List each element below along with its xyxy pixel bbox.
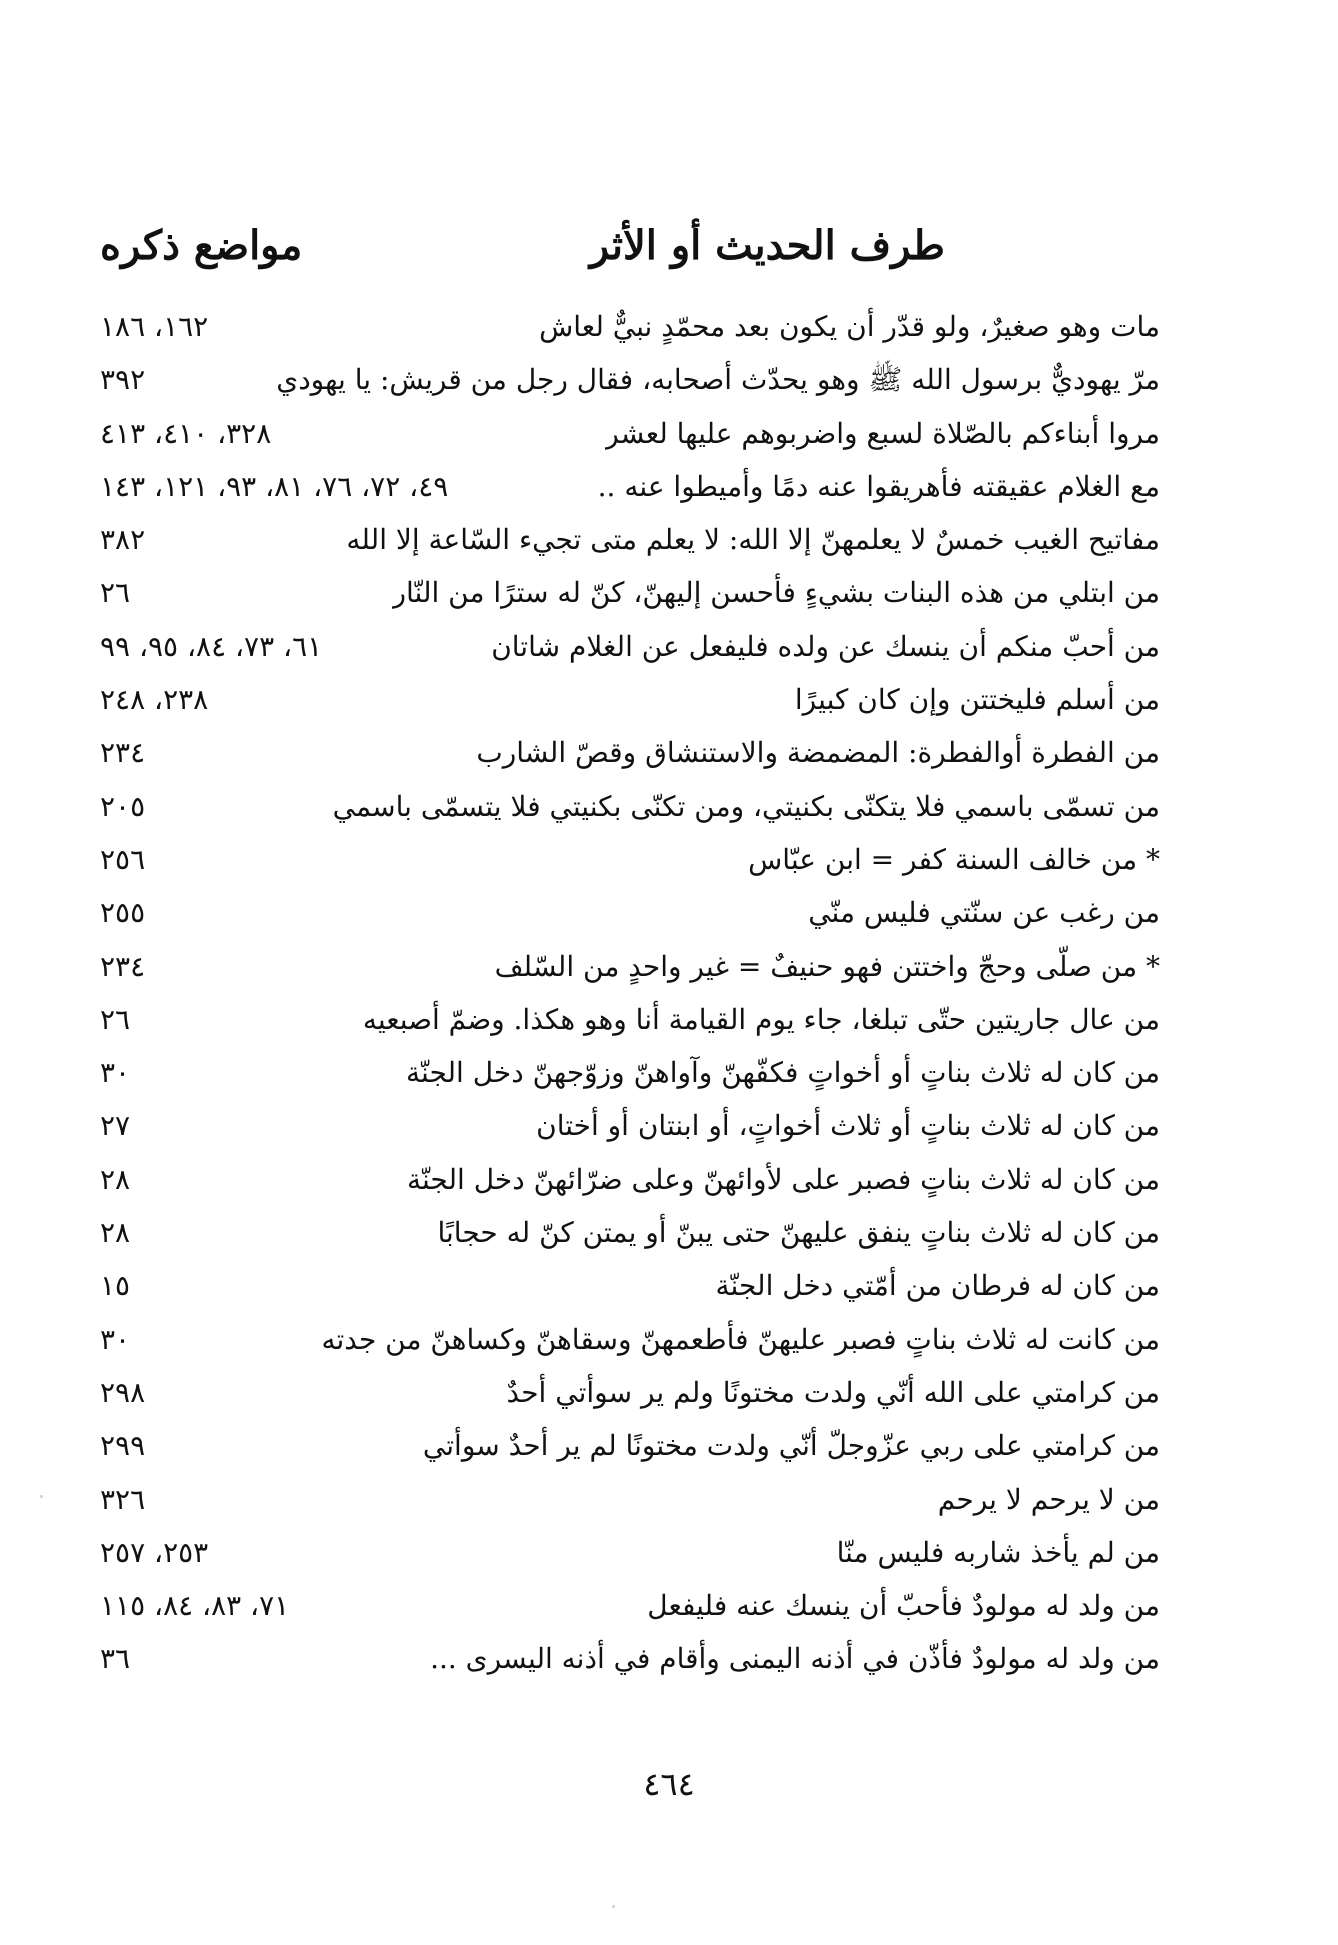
reference-pages: ٢٥٣، ٢٥٧ <box>100 1535 209 1569</box>
index-entry <box>100 673 1160 726</box>
hadith-text: من ابتلي من هذه البنات بشيءٍ فأحسن إليهنّ، كنّ له سترًا من النّار <box>392 576 1160 610</box>
column-title-references: مواضع ذكره <box>100 222 303 269</box>
hadith-text: من أسلم فليختتن وإن كان كبيرًا <box>794 683 1160 717</box>
reference-pages: ٣٩٢ <box>100 363 146 397</box>
reference-pages: ٢٣٤ <box>100 949 146 983</box>
hadith-text: من كان له ثلاث بناتٍ أو ثلاث أخواتٍ، أو ابنتان أو أختان <box>536 1109 1160 1143</box>
hadith-text: من رغب عن سنّتي فليس منّي <box>808 896 1160 930</box>
hadith-text: من كان له ثلاث بناتٍ فصبر على لأوائهنّ وعلى ضرّائهنّ دخل الجنّة <box>406 1162 1160 1196</box>
hadith-text: من ولد له مولودٌ فأذّن في أذنه اليمنى وأقام في أذنه اليسرى ... <box>430 1642 1160 1676</box>
index-entry <box>100 513 1160 566</box>
index-entry <box>100 1526 1160 1579</box>
hadith-text: مفاتيح الغيب خمسٌ لا يعلمهنّ إلا الله: لا يعلم متى تجيء السّاعة إلا الله <box>346 523 1160 557</box>
hadith-text: مع الغلام عقيقته فأهريقوا عنه دمًا وأميطوا عنه .. <box>597 469 1160 503</box>
reference-pages: ٢٧ <box>100 1109 131 1143</box>
reference-pages: ٧١، ٨٣، ٨٤، ١١٥ <box>100 1589 290 1623</box>
hadith-text: * من خالف السنة كفر = ابن عبّاس <box>748 842 1160 876</box>
reference-pages: ٣٠ <box>100 1056 131 1090</box>
index-entry <box>100 833 1160 886</box>
index-entry <box>100 1153 1160 1206</box>
reference-pages: ٢٠٥ <box>100 789 146 823</box>
reference-pages: ١٥ <box>100 1269 131 1303</box>
index-entry <box>100 726 1160 779</box>
hadith-text: من كان له ثلاث بناتٍ ينفق عليهنّ حتى يبنّ أو يمتن كنّ له حجابًا <box>437 1216 1160 1250</box>
margin-speck <box>40 1495 43 1498</box>
column-title-hadith: طرف الحديث أو الأثر <box>589 222 945 269</box>
hadith-text: مات وهو صغيرٌ، ولو قدّر أن يكون بعد محمّدٍ نبيٌّ لعاش <box>539 310 1160 343</box>
reference-pages: ٣٢٦ <box>100 1482 146 1516</box>
reference-pages: ٢٩٩ <box>100 1429 146 1463</box>
hadith-text: من كرامتي على ربي عزّوجلّ أنّي ولدت مختونًا لم ير أحدٌ سوأتي <box>422 1429 1160 1463</box>
hadith-text: من كرامتي على الله أنّي ولدت مختونًا ولم ير سوأتي أحدٌ <box>506 1375 1160 1409</box>
index-entry <box>100 1259 1160 1312</box>
index-entry <box>100 1099 1160 1152</box>
reference-pages: ٣٢٨، ٤١٠، ٤١٣ <box>100 416 272 450</box>
reference-pages: ٣٨٢ <box>100 523 146 557</box>
reference-pages: ٢٥٦ <box>100 842 146 876</box>
index-entry <box>100 1632 1160 1685</box>
hadith-text: من الفطرة أوالفطرة: المضمضة والاستنشاق وقصّ الشارب <box>476 736 1160 770</box>
hadith-text: مرّ يهوديٌّ برسول الله ﷺ وهو يحدّث أصحابه، فقال رجل من قريش: يا يهودي <box>276 363 1160 397</box>
index-entry <box>100 1313 1160 1366</box>
hadith-text: من ولد له مولودٌ فأحبّ أن ينسك عنه فليفعل <box>647 1589 1160 1623</box>
hadith-text: من لم يأخذ شاربه فليس منّا <box>836 1535 1160 1569</box>
index-entry <box>100 620 1160 673</box>
index-entry <box>100 1473 1160 1526</box>
index-entry <box>100 300 1160 353</box>
hadith-text: من عال جاريتين حتّى تبلغا، جاء يوم القيامة أنا وهو هكذا. وضمّ أصبعيه <box>362 1002 1160 1036</box>
index-entry <box>100 1206 1160 1259</box>
index-list <box>100 300 1160 1686</box>
reference-pages: ٣٦ <box>100 1642 131 1676</box>
page-number: ٤٦٤ <box>643 1765 695 1803</box>
reference-pages: ٣٠ <box>100 1322 131 1356</box>
reference-pages: ٢٦ <box>100 576 131 610</box>
index-entry <box>100 1419 1160 1472</box>
index-entry <box>100 886 1160 939</box>
reference-pages: ٤٩، ٧٢، ٧٦، ٨١، ٩٣، ١٢١، ١٤٣ <box>100 469 449 503</box>
index-entry <box>100 1579 1160 1632</box>
index-entry <box>100 353 1160 406</box>
reference-pages: ٢٣٤ <box>100 736 146 770</box>
index-header <box>100 222 1160 282</box>
hadith-text: من كانت له ثلاث بناتٍ فصبر عليهنّ فأطعمهنّ وسقاهنّ وكساهنّ من جدته <box>321 1322 1160 1356</box>
hadith-text: من لا يرحم لا يرحم <box>937 1482 1160 1516</box>
hadith-text: من تسمّى باسمي فلا يتكنّى بكنيتي، ومن تكنّى بكنيتي فلا يتسمّى باسمي <box>332 789 1160 823</box>
index-entry <box>100 993 1160 1046</box>
index-entry <box>100 460 1160 513</box>
hadith-text: * من صلّى وحجّ واختتن فهو حنيفٌ = غير واحدٍ من السّلف <box>494 949 1160 983</box>
hadith-text: من كان له فرطان من أمّتي دخل الجنّة <box>715 1269 1160 1303</box>
reference-pages: ١٦٢، ١٨٦ <box>100 310 209 343</box>
index-entry <box>100 407 1160 460</box>
reference-pages: ٢٩٨ <box>100 1375 146 1409</box>
reference-pages: ٢٥٥ <box>100 896 146 930</box>
index-entry <box>100 780 1160 833</box>
index-entry <box>100 1046 1160 1099</box>
reference-pages: ٢٨ <box>100 1162 131 1196</box>
hadith-text: من أحبّ منكم أن ينسك عن ولده فليفعل عن الغلام شاتان <box>491 629 1160 663</box>
index-entry <box>100 566 1160 619</box>
reference-pages: ٦١، ٧٣، ٨٤، ٩٥، ٩٩ <box>100 629 323 663</box>
reference-pages: ٢٦ <box>100 1002 131 1036</box>
margin-speck <box>612 1905 615 1908</box>
reference-pages: ٢٣٨، ٢٤٨ <box>100 683 209 717</box>
reference-pages: ٢٨ <box>100 1216 131 1250</box>
hadith-text: من كان له ثلاث بناتٍ أو أخواتٍ فكفّهنّ وآواهنّ وزوّجهنّ دخل الجنّة <box>405 1056 1160 1090</box>
index-entry <box>100 1366 1160 1419</box>
index-entry <box>100 940 1160 993</box>
hadith-text: مروا أبناءكم بالصّلاة لسبع واضربوهم عليها لعشر <box>605 416 1160 450</box>
